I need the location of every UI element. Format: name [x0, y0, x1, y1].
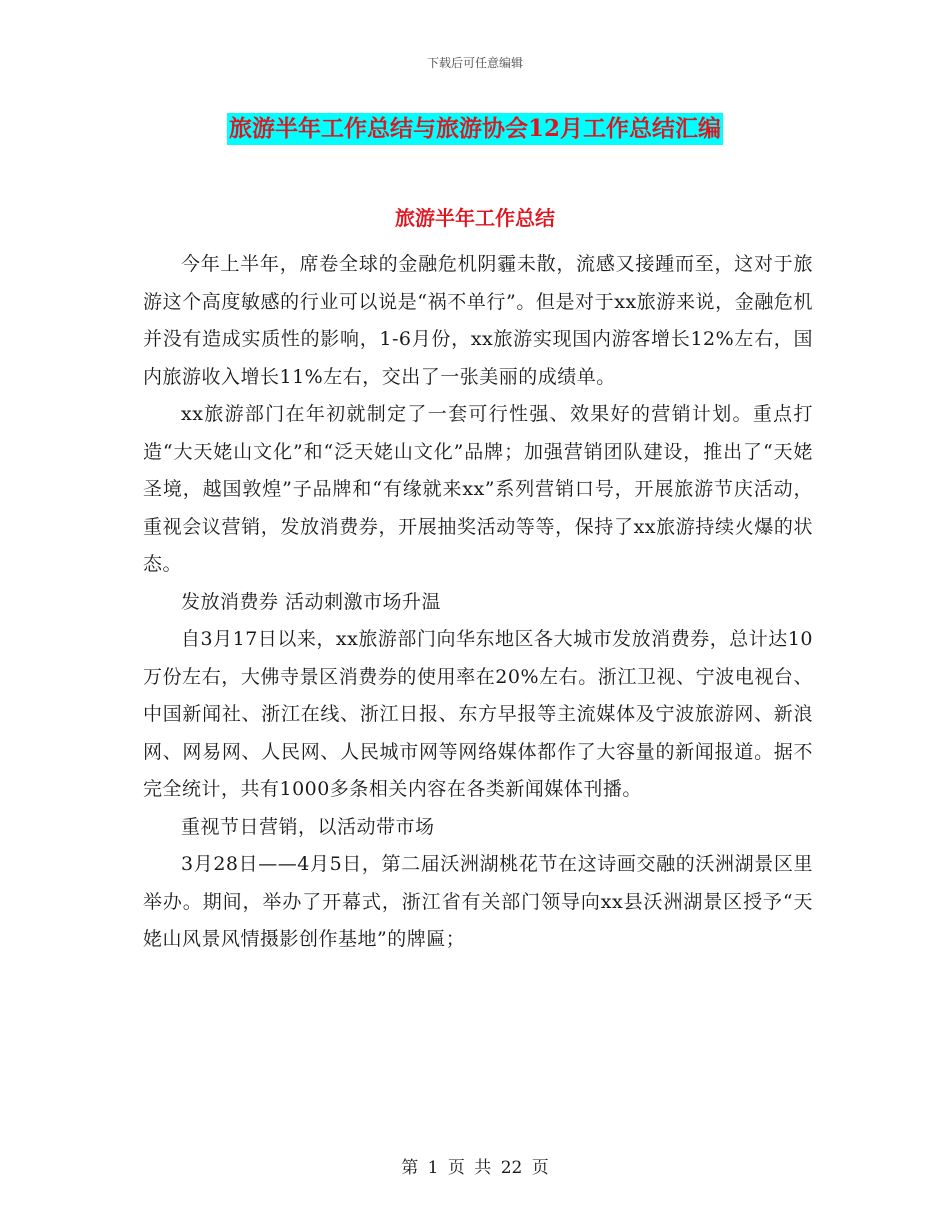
document-title: 旅游半年工作总结与旅游协会12月工作总结汇编 — [227, 113, 723, 145]
section-title: 旅游半年工作总结 — [395, 206, 555, 230]
page-header-note: 下载后可任意编辑 — [426, 56, 523, 70]
subheading: 重视节日营销，以活动带市场 — [181, 815, 435, 838]
subheading: 发放消费券 活动刺激市场升温 — [181, 590, 442, 613]
document-title-container — [0, 113, 950, 145]
document-body — [143, 246, 813, 959]
paragraph: 3月28日——4月5日，第二届沃洲湖桃花节在这诗画交融的沃洲湖景区里举办。期间，举办了开幕式，浙江省有关部门领导向xx县沃洲湖景区授予“天姥山风景风情摄影创作基地”的牌匾； — [143, 853, 813, 950]
paragraph: 自3月17日以来，xx旅游部门向华东地区各大城市发放消费券，总计达10万份左右，大佛寺景区消费券的使用率在20%左右。浙江卫视、宁波电视台、中国新闻社、浙江在线、浙江日报、东方早报等主流媒体及宁波旅游网、新浪网、网易网、人民网、人民城市网等网络媒体都作了大容量的新闻报道。据不完全统计，共有1000多条相关内容在各类新闻媒体刊播。 — [143, 628, 813, 800]
page-number: 第 1 页 共 22 页 — [401, 1158, 549, 1178]
paragraph: xx旅游部门在年初就制定了一套可行性强、效果好的营销计划。重点打造“大天姥山文化”和“泛天姥山文化”品牌；加强营销团队建设，推出了“天姥圣境，越国敦煌”子品牌和“有缘就来xx”系列营销口号，开展旅游节庆活动，重视会议营销，发放消费券，开展抽奖活动等等，保持了xx旅游持续火爆的状态。 — [143, 403, 813, 575]
paragraph: 今年上半年，席卷全球的金融危机阴霾未散，流感又接踵而至，这对于旅游这个高度敏感的行业可以说是“祸不单行”。但是对于xx旅游来说，金融危机并没有造成实质性的影响，1-6月份，xx旅游实现国内游客增长12%左右，国内旅游收入增长11%左右，交出了一张美丽的成绩单。 — [143, 253, 813, 388]
